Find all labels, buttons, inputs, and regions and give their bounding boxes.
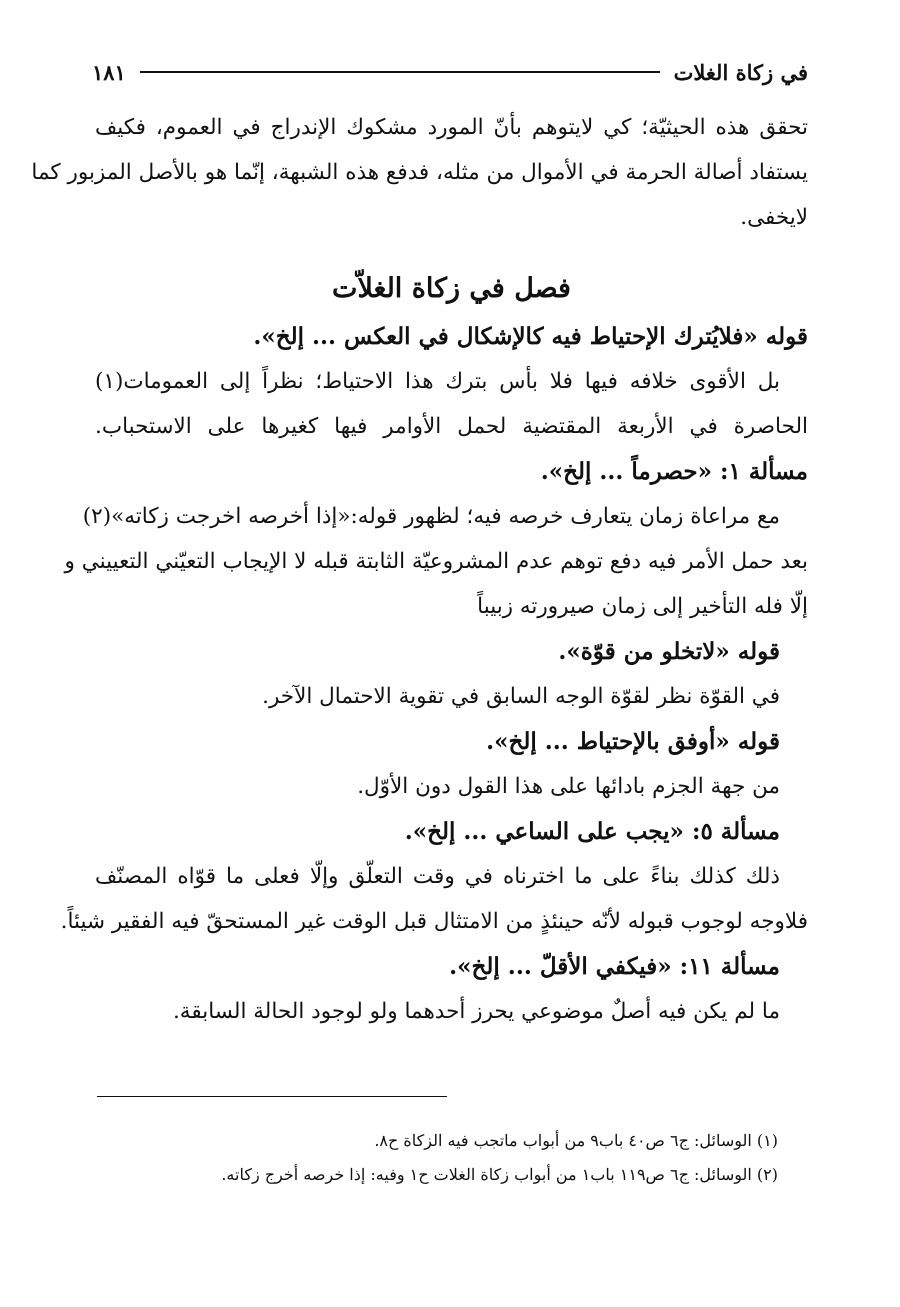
body-line: ذلك كذلك بناءً على ما اخترناه في وقت التعلّق وإلّا فعلى ما قوّاه المصنّف — [95, 864, 780, 889]
commentary-heading: قوله «فلايُترك الإحتياط فيه كالإشكال في العكس ... إلخ». — [253, 323, 808, 350]
header-rule — [140, 71, 660, 73]
body-line: الحاصرة في الأربعة المقتضية لحمل الأوامر فيها كغيرها على الاستحباب. — [95, 414, 808, 439]
footnotes — [100, 1124, 778, 1192]
commentary-heading: قوله «أوفق بالإحتياط ... إلخ». — [486, 728, 780, 755]
intro-line: تحقق هذه الحيثيّة؛ كي لايتوهم بأنّ المورد مشكوك الإندراج في العموم، فكيف — [95, 115, 808, 140]
section-body — [60, 314, 808, 1034]
intro-line: يستفاد أصالة الحرمة في الأموال من مثله، فدفع هذه الشبهة، إنّما هو بالأصل المزبور كما — [31, 160, 808, 185]
running-header — [92, 52, 808, 92]
section-title: فصل في زكاة الغلاّت — [332, 273, 571, 304]
commentary-heading: مسألة ١١: «فيكفي الأقلّ ... إلخ». — [449, 953, 780, 980]
body-line: في القوّة نظر لقوّة الوجه السابق في تقوية الاحتمال الآخر. — [262, 684, 780, 709]
page-number: ١٨١ — [92, 59, 126, 85]
body-line: فلاوجه لوجوب قبوله لأنّه حينئذٍ من الامتثال قبل الوقت غير المستحقّ فيه الفقير شيئاً. — [60, 909, 808, 934]
commentary-heading: قوله «لاتخلو من قوّة». — [558, 638, 780, 665]
commentary-heading: مسألة ١: «حصرماً ... إلخ». — [540, 458, 808, 485]
body-line: ما لم يكن فيه أصلٌ موضوعي يحرز أحدهما ولو لوجود الحالة السابقة. — [172, 999, 780, 1024]
footnote: (١) الوسائل: ج٦ ص٤٠ باب٩ من أبواب ماتجب فيه الزكاة ح٨. — [374, 1131, 778, 1150]
footnote: (٢) الوسائل: ج٦ ص١١٩ باب١ من أبواب زكاة الغلات ح١ وفيه: إذا خرصه أخرج زكاته. — [221, 1165, 778, 1184]
commentary-heading: مسألة ٥: «يجب على الساعي ... إلخ». — [404, 818, 780, 845]
body-line: بل الأقوى خلافه فيها فلا بأس بترك هذا الاحتياط؛ نظراً إلى العمومات(١) — [95, 369, 780, 394]
page-body — [31, 105, 808, 1034]
footnote-rule — [97, 1096, 447, 1097]
body-line: إلّا فله التأخير إلى زمان صيرورته زبيباً — [477, 594, 808, 619]
body-line: من جهة الجزم بادائها على هذا القول دون الأوّل. — [357, 774, 780, 799]
body-line: بعد حمل الأمر فيه دفع توهم عدم المشروعيّة الثابتة قبله لا الإيجاب التعيّني التعييني و — [64, 549, 808, 574]
running-title: في زكاة الغلات — [673, 59, 808, 85]
body-line: مع مراعاة زمان يتعارف خرصه فيه؛ لظهور قوله:«إذا أخرصه اخرجت زكاته»(٢) — [82, 504, 780, 529]
intro-line: لايخفى. — [740, 205, 808, 230]
